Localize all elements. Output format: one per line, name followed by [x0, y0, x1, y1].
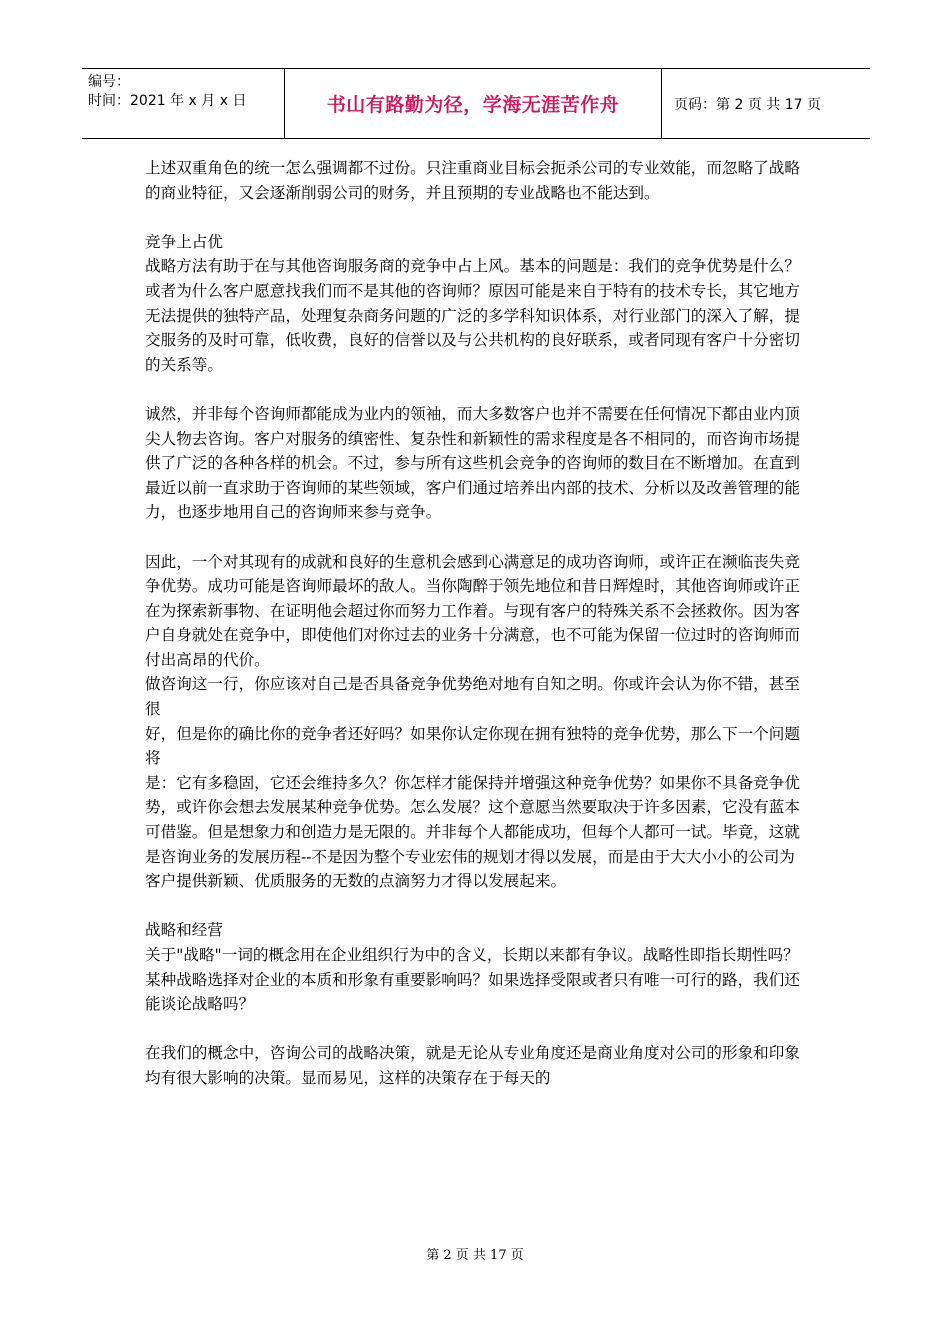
- body-paragraph: 战略和经营: [145, 921, 223, 940]
- header-motto-cell: [285, 69, 662, 138]
- body-paragraph: 战略方法有助于在与其他咨询服务商的竞争中占上风。基本的问题是：我们的竞争优势是什么？或者为什么客户愿意找我们而不是其他的咨询师？原因可能是来自于特有的技术专长，其它地方无法提供的独特产品，处理复杂商务问题的广泛的多学科知识体系，对行业部门的深入了解，提交服务的及时可靠，低收费，良好的信誉以及与公共机构的良好联系，或者同现有客户十分密切的关系等。: [145, 257, 800, 374]
- body-paragraph: 关于"战略"一词的概念用在企业组织行为中的含义，长期以来都有争议。战略性即指长期性吗？某种战略选择对企业的本质和形象有重要影响吗？如果选择受限或者只有唯一可行的路，我们还能谈论战略吗？: [145, 946, 800, 1014]
- body-paragraph: 是：它有多稳固，它还会维持多久？你怎样才能保持并增强这种竞争优势？如果你不具备竞争优势，或许你会想去发展某种竞争优势。怎么发展？这个意愿当然要取决于许多因素，它没有蓝本可借鉴。但是想象力和创造力是无限的。并非每个人都能成功，但每个人都可一试。毕竟，这就是咨询业务的发展历程--不是因为整个专业宏伟的规划才得以发展，而是由于大大小小的公司为客户提供新颖、优质服务的无数的点滴努力才得以发展起来。: [145, 773, 800, 891]
- document-number-label: 编号：: [88, 74, 130, 90]
- paragraph-gap: [145, 894, 807, 919]
- motto: 书山有路勤为径，学海无涯苦作舟: [326, 94, 620, 116]
- body-paragraph: 竞争上占优: [145, 232, 223, 251]
- paragraph-gap: [145, 1017, 807, 1042]
- body-paragraph: 做咨询这一行，你应该对自己是否具备竞争优势绝对地有自知之明。你或许会认为你不错，甚至很: [145, 675, 800, 719]
- page-header: [82, 68, 870, 139]
- header-page-cell: [662, 69, 870, 138]
- body-paragraph: 在我们的概念中，咨询公司的战略决策，就是无论从专业角度还是商业角度对公司的形象和印象均有很大影响的决策。显而易见，这样的决策存在于每天的: [145, 1044, 800, 1087]
- document-date: 时间：2021 年 x 月 x 日: [88, 93, 247, 109]
- body-paragraph: 上述双重角色的统一怎么强调都不过份。只注重商业目标会扼杀公司的专业效能，而忽略了战略的商业特征，又会逐渐削弱公司的财务，并且预期的专业战略也不能达到。: [145, 159, 800, 202]
- header-meta: [82, 69, 285, 138]
- page-footer: 第 2 页 共 17 页: [426, 1248, 524, 1263]
- body-paragraph: 好，但是你的确比你的竞争者还好吗？如果你认定你现在拥有独特的竞争优势，那么下一个问题将: [145, 724, 800, 768]
- paragraph-gap: [145, 205, 807, 230]
- paragraph-gap: [145, 525, 807, 550]
- page-number: 页码：第 2 页 共 17 页: [674, 96, 821, 113]
- body-paragraph: 诚然，并非每个咨询师都能成为业内的领袖，而大多数客户也并不需要在任何情况下都由业内顶尖人物去咨询。客户对服务的缜密性、复杂性和新颖性的需求程度是各不相同的，而咨询市场提供了广泛的各种各样的机会。不过，参与所有这些机会竞争的咨询师的数目在不断增加。在直到最近以前一直求助于咨询师的某些领域，客户们通过培养出内部的技术、分析以及改善管理的能力，也逐步地用自己的咨询师来参与竞争。: [145, 404, 800, 522]
- paragraph-gap: [145, 377, 807, 402]
- body-paragraph: 因此，一个对其现有的成就和良好的生意机会感到心满意足的成功咨询师，或许正在濒临丧失竞争优势。成功可能是咨询师最坏的敌人。当你陶醉于领先地位和昔日辉煌时，其他咨询师或许正在为探索新事物、在证明他会超过你而努力工作着。与现有客户的特殊关系不会拯救你。因为客户自身就处在竞争中，即使他们对你过去的业务十分满意，也不可能为保留一位过时的咨询师而付出高昂的代价。: [145, 552, 800, 669]
- document-body: [145, 156, 807, 1091]
